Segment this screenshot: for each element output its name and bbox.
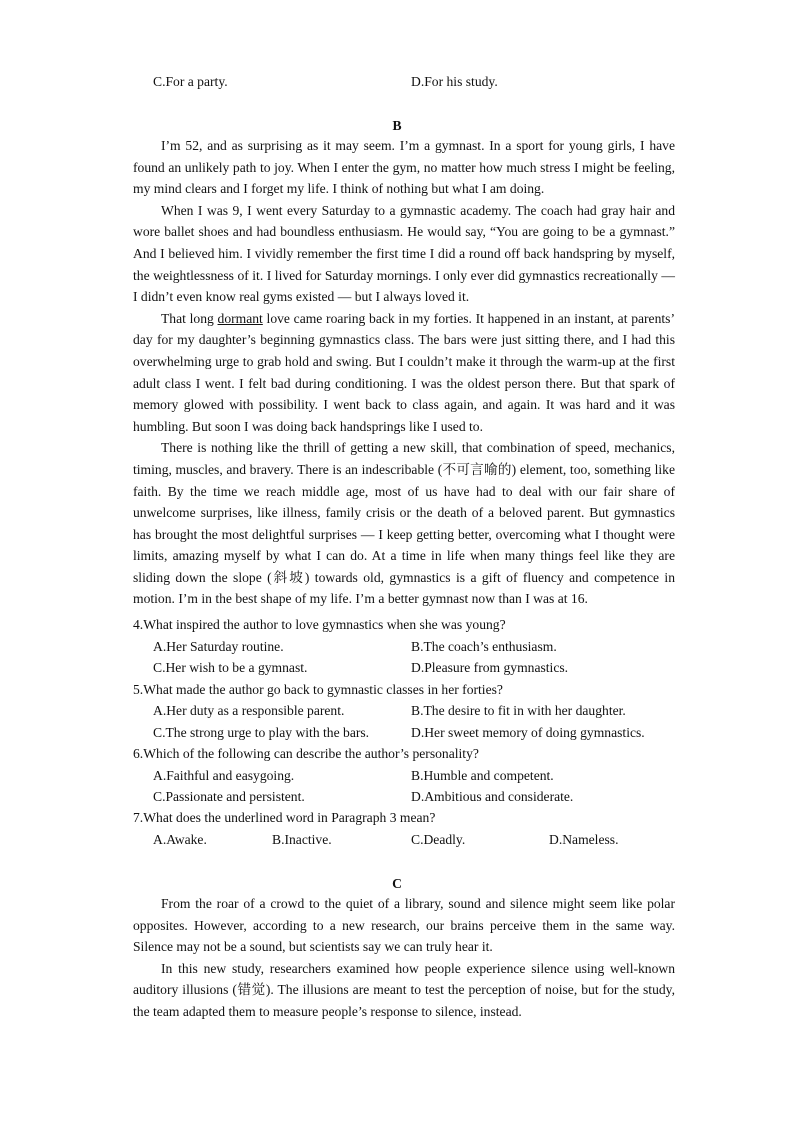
passage-b-paragraph-4: There is nothing like the thrill of getting a new skill, that combination of speed, mechanics, timing, muscles, and bravery. There is an indescribable (不可言喻的) element, too, something like faith. By the time we reach middle age, most of us have had to deal with our fair share of unwelcome surprises, like illness, family crisis or the death of a beloved parent. But gymnastics has brought the most delightful surprises — I keep getting better, overcoming what I thought were limits, amazing myself by what I can do. At a time in life when many things feel like they are sliding down the slope (斜坡) towards old, gymnastics is a gift of fluency and competence in motion. I’m in the best shape of my life. I’m a better gymnast now than I was at 16. [133,440,675,607]
question-7-option-b[interactable]: B.Inactive. [272,832,332,847]
question-6-stem: 6.Which of the following can describe the author’s personality? [133,746,479,761]
question-5-option-d[interactable]: D.Her sweet memory of doing gymnastics. [411,725,645,740]
question-5-option-a[interactable]: A.Her duty as a responsible parent. [153,703,345,718]
passage-b [133,135,675,610]
section-b-heading: B [392,118,402,133]
question-6-option-c[interactable]: C.Passionate and persistent. [153,789,305,804]
question-4-stem: 4.What inspired the author to love gymnastics when she was young? [133,617,506,632]
section-c-heading: C [392,876,402,891]
paragraph-3-rest: love came roaring back in my forties. It happened in an instant, at parents’ day for my daughter’s beginning gymnastics class. The bars were just sitting there, and I had this overwhelming urge to grab hold and swing. But I couldn’t make it through the warm-up at the first adult class I went. I felt bad during conditioning. I was the oldest person there. But that spark of memory glowed with possibility. I went back to class again, and again. It was hard and it was humbling. But soon I was doing back handsprings like I used to. [133,310,675,434]
passage-b-paragraph-1: I’m 52, and as surprising as it may seem. I’m a gymnast. In a sport for young girls, I have found an unlikely path to joy. When I enter the gym, no matter how much stress I might be feeling, my mind clears and I forget my life. I think of nothing but what I am doing. [133,138,675,197]
question-4-option-b[interactable]: B.The coach’s enthusiasm. [411,639,557,654]
question-4-option-d[interactable]: D.Pleasure from gymnastics. [411,660,569,675]
question-7-option-d[interactable]: D.Nameless. [549,832,619,847]
question-5-option-c[interactable]: C.The strong urge to play with the bars. [153,725,370,740]
passage-b-paragraph-2: When I was 9, I went every Saturday to a gymnastic academy. The coach had gray hair and wore ballet shoes and had boundless enthusiasm. He would say, “You are going to be a gymnast.” And I believed him. I vividly remember the first time I did a round off back handspring by myself, the weightlessness of it. I lived for Saturday mornings. I only ever did gymnastics recreationally — I didn’t even know real gyms existed — but I always loved it. [133,202,675,305]
question-4-option-a[interactable]: A.Her Saturday routine. [153,639,284,654]
passage-c-paragraph-1: From the roar of a crowd to the quiet of a library, sound and silence might seem like polar opposites. However, according to a new research, our brains perceive them in the same way. Silence may not be a sound, but scientists say we can truly hear it. [133,896,675,955]
option-d-top: D.For his study. [411,74,498,89]
question-5-stem: 5.What made the author go back to gymnastic classes in her forties? [133,682,503,697]
question-6-option-b[interactable]: B.Humble and competent. [411,768,554,783]
question-6-option-a[interactable]: A.Faithful and easygoing. [153,768,295,783]
option-c-top: C.For a party. [153,74,228,89]
question-4-option-c[interactable]: C.Her wish to be a gymnast. [153,660,308,675]
question-5-option-b[interactable]: B.The desire to fit in with her daughter. [411,703,626,718]
underlined-word: dormant [217,310,263,326]
paragraph-3-start: That long [161,310,218,326]
passage-b-paragraph-3 [133,308,675,438]
question-7-option-c[interactable]: C.Deadly. [411,832,466,847]
question-7-option-a[interactable]: A.Awake. [153,832,207,847]
passage-c [133,893,675,1023]
question-6-option-d[interactable]: D.Ambitious and considerate. [411,789,574,804]
passage-c-paragraph-2: In this new study, researchers examined how people experience silence using well-known auditory illusions (错觉). The illusions are meant to test the perception of noise, but for the study, the team adapted them to measure people’s response to silence, instead. [133,960,675,1019]
question-7-stem: 7.What does the underlined word in Paragraph 3 mean? [133,810,436,825]
